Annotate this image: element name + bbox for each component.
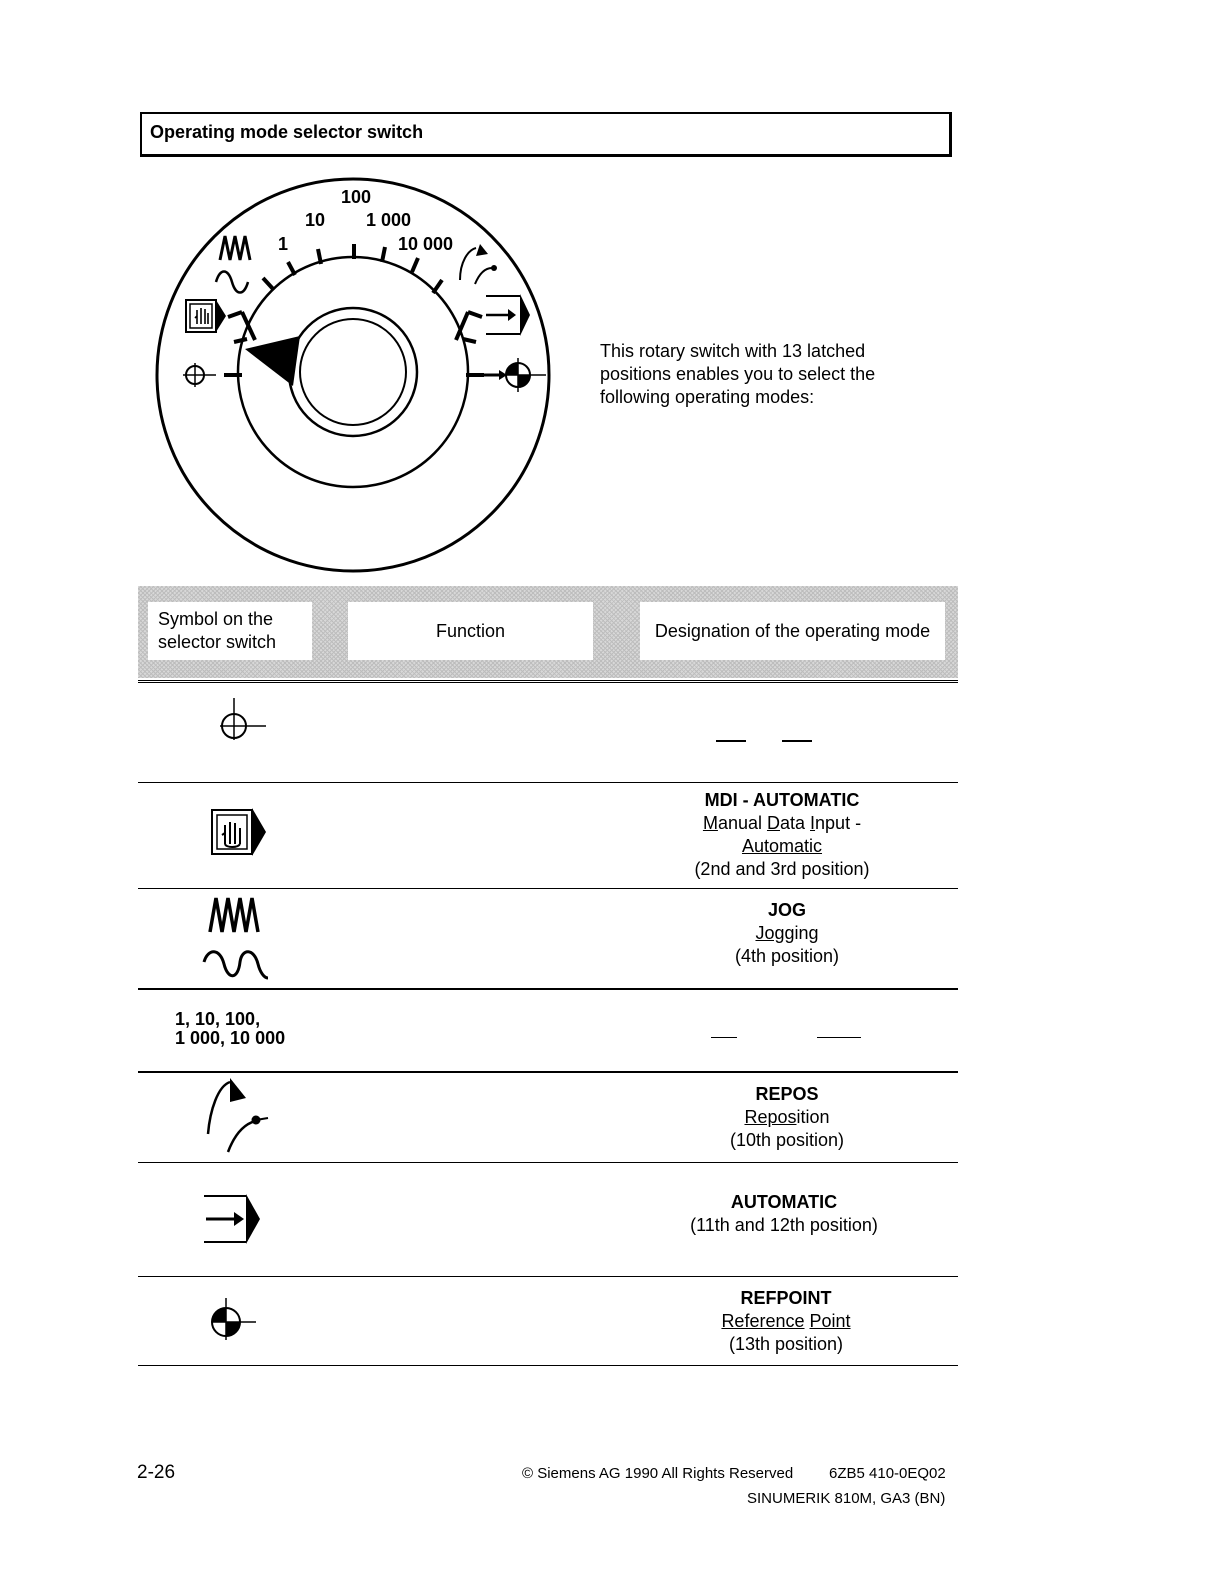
footer-order-number: 6ZB5 410-0EQ02 xyxy=(829,1465,946,1482)
mdi-automatic-icon xyxy=(210,806,270,858)
table-header-divider xyxy=(138,680,958,683)
increment-values-symbol xyxy=(175,1010,285,1048)
dial-label-1: 1 xyxy=(278,234,289,254)
designation-mdi-automatic xyxy=(632,789,932,881)
knob-center xyxy=(300,319,406,425)
mode-expansion: Jogging xyxy=(755,923,819,943)
row-divider xyxy=(138,1365,958,1366)
section-title: Operating mode selector switch xyxy=(150,122,424,142)
increment-values-line-1: 1, 10, 100, xyxy=(175,1009,261,1029)
table-header xyxy=(138,586,958,678)
mode-name: JOG xyxy=(767,900,806,920)
row-divider xyxy=(138,1276,958,1277)
row-divider xyxy=(138,888,958,889)
mode-expansion: Reference Point xyxy=(721,1311,851,1331)
dial-label-10000: 10 000 xyxy=(398,234,454,254)
placeholder-dash xyxy=(817,1037,861,1038)
footer-copyright: © Siemens AG 1990 All Rights Reserved xyxy=(522,1465,794,1482)
mode-name: REFPOINT xyxy=(740,1288,832,1308)
designation-automatic xyxy=(634,1191,934,1237)
mode-position: (4th position) xyxy=(734,946,840,966)
page-number: 2-26 xyxy=(137,1462,176,1483)
jog-icon xyxy=(200,892,272,986)
repos-icon xyxy=(200,1076,272,1156)
automatic-icon xyxy=(202,1192,264,1246)
mode-position: (2nd and 3rd position) xyxy=(694,859,870,879)
row-divider xyxy=(138,782,958,783)
dial-label-10: 10 xyxy=(305,210,326,230)
placeholder-dash xyxy=(711,1037,737,1038)
designation-jog xyxy=(637,899,937,968)
footer-product: SINUMERIK 810M, GA3 (BN) xyxy=(747,1490,946,1507)
mode-name: REPOS xyxy=(755,1084,819,1104)
header-function: Function xyxy=(348,602,593,660)
rotary-selector-dial xyxy=(150,172,560,582)
designation-repos xyxy=(637,1083,937,1152)
increment-values-line-2: 1 000, 10 000 xyxy=(175,1028,286,1048)
header-designation: Designation of the operating mode xyxy=(640,602,945,660)
refpoint-icon xyxy=(208,1296,260,1342)
section-title-box xyxy=(140,112,952,157)
mode-expansion: Manual Data Input - xyxy=(702,813,862,833)
mode-expansion-2: Automatic xyxy=(741,836,823,856)
placeholder-dash xyxy=(782,740,812,742)
header-symbol: Symbol on the selector switch xyxy=(148,602,312,660)
dial-label-1000: 1 000 xyxy=(366,210,412,230)
mode-name: AUTOMATIC xyxy=(730,1192,838,1212)
placeholder-dash xyxy=(716,740,746,742)
mode-expansion: Reposition xyxy=(744,1107,830,1127)
designation-refpoint xyxy=(636,1287,936,1356)
mode-position: (10th position) xyxy=(729,1130,845,1150)
mode-name: MDI - AUTOMATIC xyxy=(704,790,860,810)
mode-position: (11th and 12th position) xyxy=(690,1215,878,1235)
intro-paragraph: This rotary switch with 13 latched positions enables you to select the following operating modes: xyxy=(600,341,876,407)
reference-point-icon xyxy=(216,696,270,742)
dial-label-100: 100 xyxy=(341,187,372,207)
row-divider xyxy=(138,1071,958,1073)
row-divider xyxy=(138,1162,958,1163)
mode-position: (13th position) xyxy=(728,1334,844,1354)
row-divider xyxy=(138,988,958,990)
